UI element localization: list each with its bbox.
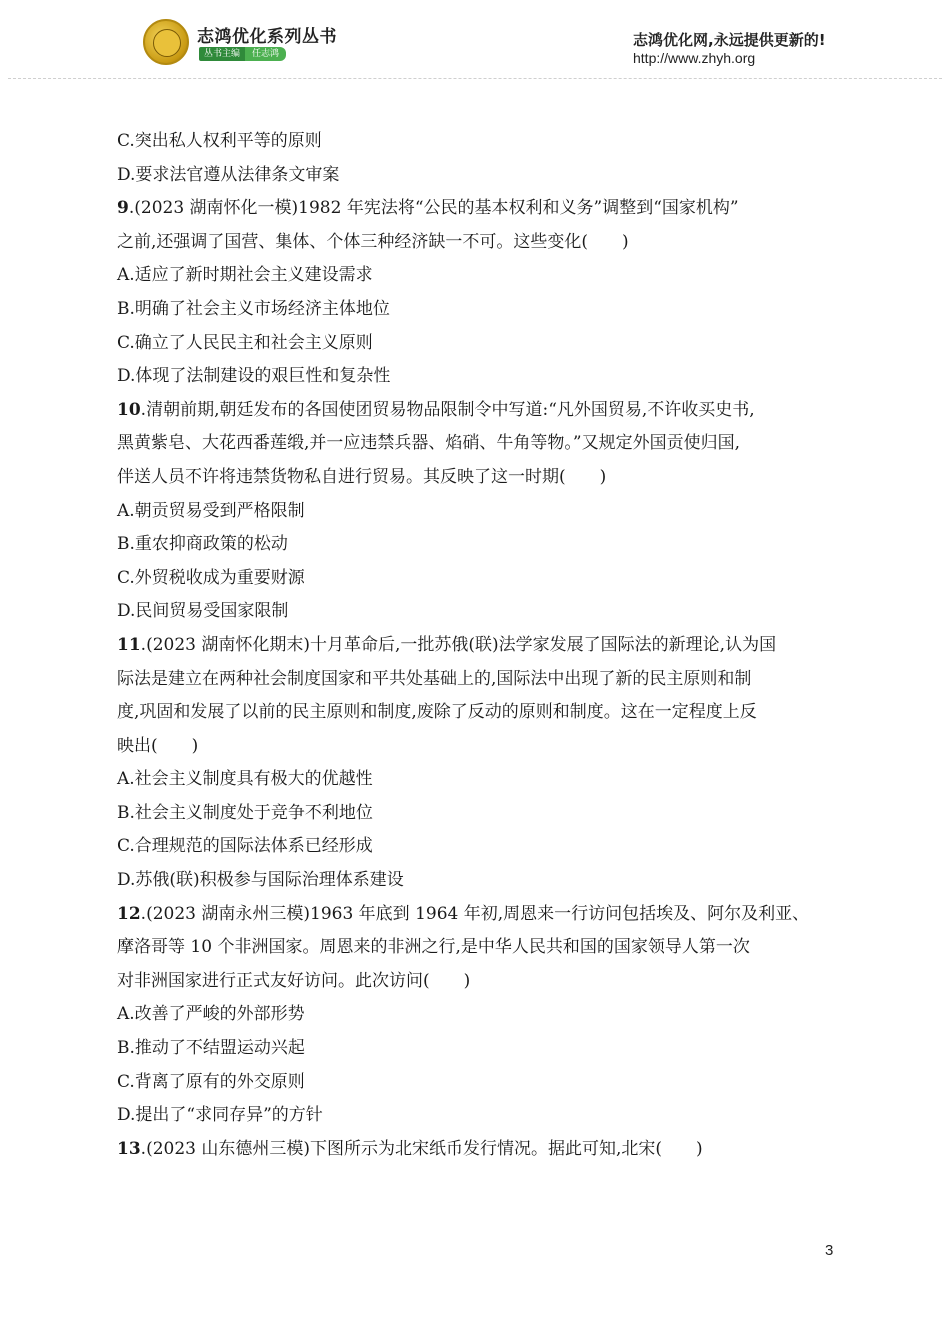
text-line bbox=[117, 594, 837, 628]
line-text: A.改善了严峻的外部形势 bbox=[117, 1004, 305, 1025]
question-stem-line bbox=[117, 628, 837, 662]
line-text: D.要求法官遵从法律条文审案 bbox=[117, 164, 340, 185]
line-text: .(2023 湖南怀化一模)1982 年宪法将“公民的基本权利和义务”调整到“国家机构” bbox=[128, 198, 739, 219]
line-text: B.社会主义制度处于竞争不利地位 bbox=[117, 802, 373, 823]
question-number: 12 bbox=[117, 903, 141, 924]
text-line bbox=[117, 426, 837, 460]
line-text: B.明确了社会主义市场经济主体地位 bbox=[117, 298, 390, 319]
line-text: D.苏俄(联)积极参与国际治理体系建设 bbox=[117, 870, 404, 891]
line-text: C.外贸税收成为重要财源 bbox=[117, 567, 305, 588]
line-text: 际法是建立在两种社会制度国家和平共处基础上的,国际法中出现了新的民主原则和制 bbox=[117, 668, 752, 689]
text-line bbox=[117, 158, 837, 192]
question-body bbox=[117, 124, 837, 1165]
text-line bbox=[117, 225, 837, 259]
question-number: 13 bbox=[117, 1138, 141, 1159]
text-line bbox=[117, 326, 837, 360]
line-text: D.体现了法制建设的艰巨性和复杂性 bbox=[117, 366, 391, 387]
text-line bbox=[117, 695, 837, 729]
text-line bbox=[117, 124, 837, 158]
question-stem-line bbox=[117, 897, 837, 931]
text-line bbox=[117, 258, 837, 292]
text-line bbox=[117, 494, 837, 528]
question-number: 9 bbox=[117, 198, 129, 219]
line-text: 黑黄紫皂、大花西番莲缎,并一应违禁兵器、焰硝、牛角等物。”又规定外国贡使归国, bbox=[117, 433, 740, 454]
text-line bbox=[117, 930, 837, 964]
editor-name: 任志鸿 bbox=[245, 47, 286, 61]
line-text: 摩洛哥等 10 个非洲国家。周恩来的非洲之行,是中华人民共和国的国家领导人第一次 bbox=[117, 937, 750, 958]
page-number: 3 bbox=[825, 1242, 834, 1259]
line-text: 对非洲国家进行正式友好访问。此次访问( ) bbox=[117, 970, 471, 991]
line-text: A.适应了新时期社会主义建设需求 bbox=[117, 265, 373, 286]
line-text: A.社会主义制度具有极大的优越性 bbox=[117, 769, 373, 790]
line-text: C.合理规范的国际法体系已经形成 bbox=[117, 836, 373, 857]
text-line bbox=[117, 964, 837, 998]
line-text: 度,巩固和发展了以前的民主原则和制度,废除了反动的原则和制度。这在一定程度上反 bbox=[117, 702, 757, 723]
editor-badge bbox=[199, 47, 286, 61]
text-line bbox=[117, 1031, 837, 1065]
line-text: .(2023 湖南永州三模)1963 年底到 1964 年初,周恩来一行访问包括埃及、阿尔及利亚、 bbox=[140, 903, 810, 924]
editor-label: 丛书主编 bbox=[199, 47, 245, 61]
text-line bbox=[117, 997, 837, 1031]
series-title: 志鸿优化系列丛书 bbox=[197, 27, 337, 47]
line-text: B.重农抑商政策的松动 bbox=[117, 534, 288, 555]
text-line bbox=[117, 527, 837, 561]
line-text: .(2023 湖南怀化期末)十月革命后,一批苏俄(联)法学家发展了国际法的新理论,认为国 bbox=[140, 634, 777, 655]
line-text: D.提出了“求同存异”的方针 bbox=[117, 1105, 323, 1126]
question-number: 11 bbox=[117, 634, 141, 655]
text-line bbox=[117, 796, 837, 830]
text-line bbox=[117, 561, 837, 595]
series-logo-icon bbox=[143, 19, 189, 65]
text-line bbox=[117, 460, 837, 494]
line-text: B.推动了不结盟运动兴起 bbox=[117, 1038, 305, 1059]
line-text: .(2023 山东德州三模)下图所示为北宋纸币发行情况。据此可知,北宋( ) bbox=[140, 1138, 703, 1159]
text-line bbox=[117, 292, 837, 326]
site-url-link[interactable]: http://www.zhyh.org bbox=[633, 50, 756, 66]
text-line bbox=[117, 662, 837, 696]
line-text: 之前,还强调了国营、集体、个体三种经济缺一不可。这些变化( ) bbox=[117, 231, 629, 252]
text-line bbox=[117, 1098, 837, 1132]
page-header bbox=[0, 0, 950, 80]
text-line bbox=[117, 863, 837, 897]
line-text: A.朝贡贸易受到严格限制 bbox=[117, 500, 305, 521]
line-text: 映出( ) bbox=[117, 735, 199, 756]
line-text: D.民间贸易受国家限制 bbox=[117, 601, 289, 622]
text-line bbox=[117, 729, 837, 763]
line-text: .清朝前期,朝廷发布的各国使团贸易物品限制令中写道:“凡外国贸易,不许收买史书, bbox=[140, 399, 755, 420]
site-slogan: 志鸿优化网,永远提供更新的! bbox=[633, 31, 826, 49]
text-line bbox=[117, 762, 837, 796]
header-divider bbox=[8, 78, 942, 79]
question-stem-line bbox=[117, 1132, 837, 1166]
text-line bbox=[117, 359, 837, 393]
question-number: 10 bbox=[117, 399, 141, 420]
text-line bbox=[117, 829, 837, 863]
line-text: C.背离了原有的外交原则 bbox=[117, 1071, 305, 1092]
line-text: C.确立了人民民主和社会主义原则 bbox=[117, 332, 373, 353]
line-text: 伴送人员不许将违禁货物私自进行贸易。其反映了这一时期( ) bbox=[117, 466, 607, 487]
line-text: C.突出私人权利平等的原则 bbox=[117, 131, 322, 151]
question-stem-line bbox=[117, 191, 837, 225]
question-stem-line bbox=[117, 393, 837, 427]
text-line bbox=[117, 1065, 837, 1099]
